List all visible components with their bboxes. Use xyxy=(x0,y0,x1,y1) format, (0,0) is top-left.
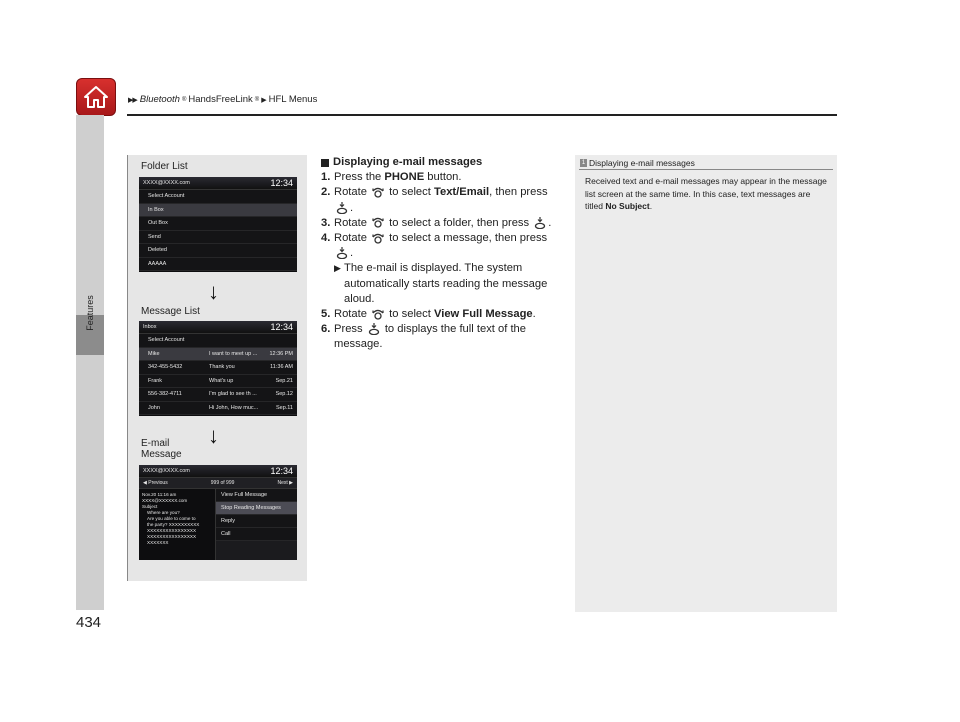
message-sender: 342-455-5432 xyxy=(148,364,183,371)
caption-line: E-mail xyxy=(141,438,170,449)
screen-clock: 12:34 xyxy=(270,322,293,332)
table-row[interactable] xyxy=(139,375,297,389)
list-item-label: Out Box xyxy=(148,220,168,227)
option-label: Call xyxy=(221,531,231,537)
step-6 xyxy=(321,322,565,352)
section-heading-text: Displaying e-mail messages xyxy=(333,156,483,168)
email-date: Nov.20 11:16 am xyxy=(142,492,177,497)
list-item[interactable] xyxy=(139,204,297,218)
interface-dial-press-icon xyxy=(336,202,348,214)
screen-folder: Inbox xyxy=(143,324,157,330)
table-row[interactable] xyxy=(139,402,297,416)
arrow-down-icon: ↓ xyxy=(208,423,219,448)
option-label: View Full Message xyxy=(221,492,268,498)
list-item[interactable] xyxy=(139,231,297,245)
breadcrumb-bluetooth: Bluetooth xyxy=(139,94,180,105)
interface-dial-press-icon xyxy=(534,217,546,229)
step-text: to select xyxy=(386,308,434,321)
note-rule xyxy=(579,169,833,170)
step-text: . xyxy=(548,216,552,229)
step-text: . xyxy=(532,308,536,321)
section-heading xyxy=(321,155,565,170)
chapter-label xyxy=(76,283,104,343)
folder-list-caption: Folder List xyxy=(141,161,188,172)
step-number: 2. xyxy=(321,186,331,199)
reply-option[interactable] xyxy=(216,515,297,528)
screen-clock: 12:34 xyxy=(270,466,293,476)
step-text: Rotate xyxy=(334,216,371,229)
step-text: Press xyxy=(334,323,366,336)
screen-account: XXXX@XXXX.com xyxy=(143,468,190,474)
list-item[interactable] xyxy=(139,190,297,204)
step-number: 3. xyxy=(321,216,331,229)
breadcrumb-arrow-icon: ▶▶ xyxy=(128,96,137,104)
message-time: 12:36 PM xyxy=(269,350,293,357)
header-rule xyxy=(127,114,837,116)
screen-header xyxy=(139,321,297,334)
stop-reading-option[interactable] xyxy=(216,502,297,515)
list-item[interactable] xyxy=(139,334,297,348)
list-item-label: AAAAA xyxy=(148,260,167,267)
message-subject: What's up xyxy=(209,377,234,384)
step-text: button. xyxy=(424,171,462,184)
message-sender: 556-382-4711 xyxy=(148,391,182,398)
step-number: 4. xyxy=(321,232,331,245)
step-number: 1. xyxy=(321,171,331,184)
step-text: Rotate xyxy=(334,232,371,245)
instructions xyxy=(321,155,565,353)
no-subject-label: No Subject xyxy=(605,201,650,211)
step-number: 5. xyxy=(321,308,331,321)
text-email-label: Text/Email xyxy=(433,186,490,199)
option-label: Stop Reading Messages xyxy=(221,505,281,511)
note-body xyxy=(585,175,827,213)
list-item-label: Select Account xyxy=(148,193,185,200)
step-4 xyxy=(321,231,565,261)
breadcrumb-arrow-icon: ▶ xyxy=(261,96,266,104)
note-title-text: Displaying e-mail messages xyxy=(589,158,695,168)
message-subject: I'm glad to see th ... xyxy=(209,391,257,398)
breadcrumb-hfl-menus: HFL Menus xyxy=(268,94,318,105)
note-text: Received text and e-mail messages may appear in the message list screen at the same time. In this case, text messages are titled xyxy=(585,176,827,211)
list-item-label: Select Account xyxy=(148,337,185,344)
interface-dial-rotate-icon xyxy=(372,233,384,244)
message-time: Sep.21 xyxy=(275,377,293,384)
list-item-label: In Box xyxy=(148,206,164,213)
table-row[interactable] xyxy=(139,388,297,402)
email-text-line: the party? XXXXXXXXXX xyxy=(147,522,200,527)
message-subject: I want to meet up ... xyxy=(209,350,258,357)
page-number: 434 xyxy=(76,614,102,631)
message-list-caption: Message List xyxy=(141,306,200,317)
home-button[interactable] xyxy=(76,78,116,116)
email-body xyxy=(139,489,215,560)
registered-mark: ® xyxy=(181,96,187,103)
step-text: Rotate xyxy=(334,308,371,321)
list-item-label: Send xyxy=(148,233,161,240)
message-time: Sep.12 xyxy=(275,391,293,398)
step-text: to select a message, then press xyxy=(386,232,548,245)
note-marker: 1 xyxy=(581,160,586,166)
step-text: to displays the full text of the message. xyxy=(334,323,526,351)
message-counter: 999 of 999 xyxy=(210,480,235,486)
interface-dial-rotate-icon xyxy=(372,309,384,320)
message-sender: Frank xyxy=(148,377,163,384)
step-text: , then press xyxy=(489,186,548,199)
email-content xyxy=(139,489,297,560)
folder-list-screen xyxy=(139,177,297,272)
step-text: Press the xyxy=(334,171,385,184)
chapter-sidebar xyxy=(76,115,104,610)
message-nav-bar xyxy=(139,478,297,489)
previous-button[interactable]: ◀ Previous xyxy=(143,480,168,486)
email-options xyxy=(215,489,297,560)
message-time: Sep.11 xyxy=(275,404,293,411)
list-item[interactable] xyxy=(139,217,297,231)
screen-header xyxy=(139,177,297,190)
email-text-line: XXXXXXXXXXXXXXXX xyxy=(147,528,197,533)
caption-line: Message xyxy=(141,449,182,460)
step-text: . xyxy=(350,247,354,260)
screen-clock: 12:34 xyxy=(270,178,293,188)
arrow-down-icon: ↓ xyxy=(208,279,219,304)
message-subject: Thank you xyxy=(209,364,235,371)
registered-mark: ® xyxy=(254,96,260,103)
note-title xyxy=(580,158,695,168)
email-text-line: Where are you? xyxy=(147,510,180,515)
figure-panel xyxy=(127,155,307,581)
view-full-message-option[interactable] xyxy=(216,489,297,502)
list-item[interactable] xyxy=(139,244,297,258)
step-text: to select xyxy=(386,186,434,199)
message-list-screen xyxy=(139,321,297,416)
table-row[interactable] xyxy=(139,361,297,375)
interface-dial-rotate-icon xyxy=(372,187,384,198)
step-2 xyxy=(321,185,565,215)
note-panel xyxy=(575,155,837,612)
call-option[interactable] xyxy=(216,528,297,541)
step-number: 6. xyxy=(321,323,331,336)
option-label: Reply xyxy=(221,518,236,524)
table-row[interactable] xyxy=(139,348,297,362)
breadcrumb-handsfreelink: HandsFreeLink xyxy=(188,94,253,105)
previous-label: Previous xyxy=(148,480,168,486)
note-text: . xyxy=(649,201,653,211)
step-text: Rotate xyxy=(334,186,371,199)
email-message-caption xyxy=(141,438,182,460)
result-text: The e-mail is displayed. The system automatically starts reading the message aloud. xyxy=(344,262,548,305)
result-arrow-icon: ▶ xyxy=(334,263,341,274)
interface-dial-rotate-icon xyxy=(372,217,384,228)
email-text-line: XXXXXXX xyxy=(147,540,169,545)
next-button[interactable]: Next ▶ xyxy=(277,480,293,486)
step-1 xyxy=(321,170,565,185)
next-label: Next xyxy=(277,480,288,486)
message-time: 11:36 AM xyxy=(270,364,293,371)
screen-account: XXXX@XXXX.com xyxy=(143,180,190,186)
message-subject: Hi John, How muc... xyxy=(209,404,259,411)
email-text-line: Are you able to come to xyxy=(147,516,196,521)
step-4-result xyxy=(321,261,565,307)
list-item[interactable] xyxy=(139,258,297,272)
screen-header xyxy=(139,465,297,478)
interface-dial-press-icon xyxy=(368,323,380,335)
home-icon xyxy=(83,85,109,109)
step-3 xyxy=(321,216,565,231)
view-full-message-label: View Full Message xyxy=(433,308,533,321)
message-sender: John xyxy=(148,404,160,411)
heading-square-icon xyxy=(321,159,329,167)
breadcrumb xyxy=(128,94,317,105)
message-sender: Mike xyxy=(148,350,160,357)
email-sender: XXXX@XXXXXX.com xyxy=(142,498,188,503)
chapter-label-text: Features xyxy=(85,295,95,331)
email-message-screen xyxy=(139,465,297,560)
email-text-line: XXXXXXXXXXXXXXXX xyxy=(147,534,197,539)
step-text: . xyxy=(350,201,354,214)
email-subject: Subject xyxy=(142,504,158,509)
interface-dial-press-icon xyxy=(336,247,348,259)
step-text: to select a folder, then press xyxy=(386,216,533,229)
list-item-label: Deleted xyxy=(148,247,167,254)
phone-button-label: PHONE xyxy=(384,171,425,184)
step-5 xyxy=(321,307,565,322)
